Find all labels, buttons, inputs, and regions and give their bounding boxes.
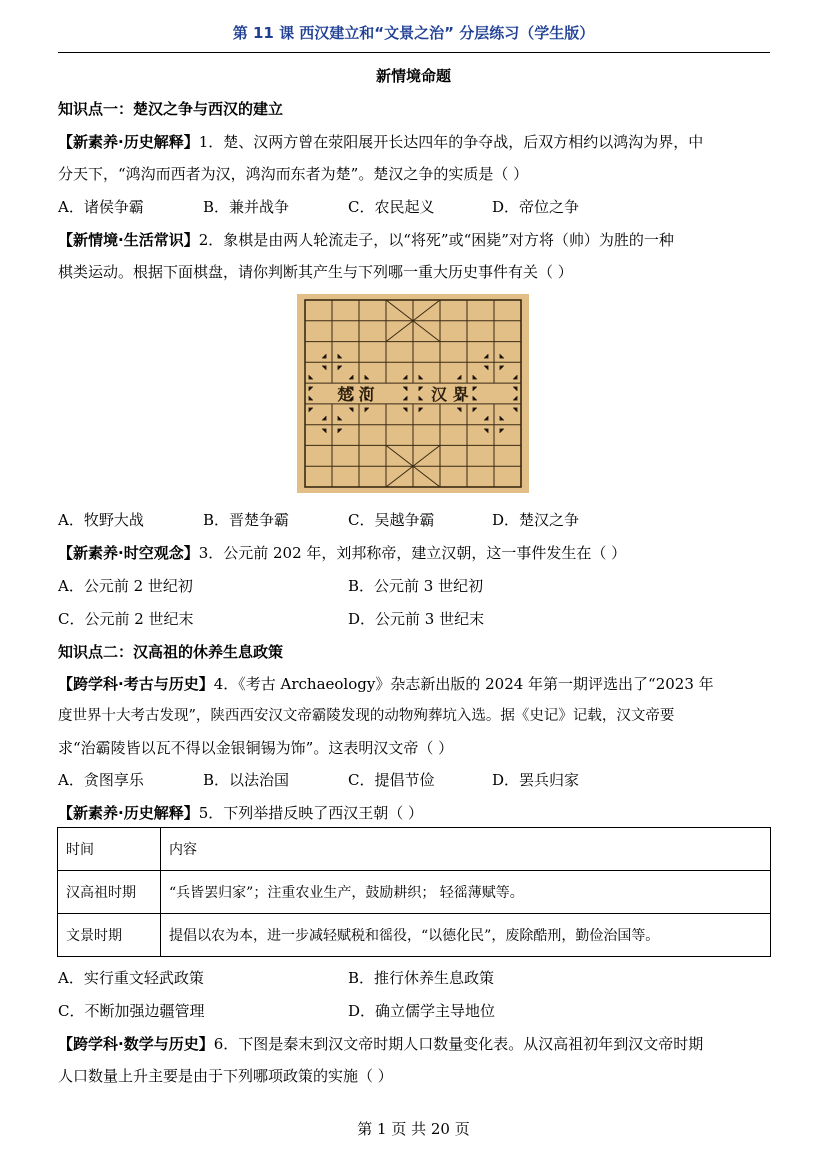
q5-option-d[interactable]: D．确立儒学主导地位 — [348, 1002, 496, 1020]
table-row — [58, 914, 771, 957]
knowledge-point-2: 知识点二：汉高祖的休养生息政策 — [58, 643, 284, 661]
q2-option-d[interactable]: D．楚汉之争 — [492, 511, 580, 529]
q6-tag: 【跨学科·数学与历史】 — [58, 1035, 214, 1053]
table-cell: 文景时期 — [58, 914, 161, 957]
q1-line1 — [58, 132, 703, 152]
q3-text1: 3．公元前 202 年，刘邦称帝，建立汉朝，这一事件发生在（ ） — [198, 544, 627, 562]
table-cell: 提倡以农为本，进一步减轻赋税和徭役，“以德化民”，废除酷刑，勤俭治国等。 — [161, 914, 771, 957]
river-text-chu: 楚 河 — [337, 385, 375, 404]
q4-option-a[interactable]: A．贪图享乐 — [58, 771, 144, 789]
q3-option-b[interactable]: B．公元前 3 世纪初 — [348, 577, 484, 595]
table-header-row — [58, 828, 771, 871]
q1-line2: 分天下，“鸿沟而西者为汉，鸿沟而东者为楚”。楚汉之争的实质是（ ） — [58, 165, 529, 183]
q1-tag: 【新素养·历史解释】 — [58, 133, 199, 151]
header-divider — [58, 52, 770, 53]
q4-tag: 【跨学科·考古与历史】 — [58, 675, 214, 693]
q5-table — [57, 827, 771, 957]
q5-option-b[interactable]: B．推行休养生息政策 — [348, 969, 495, 987]
page-header-title: 第 11 课 西汉建立和“文景之治” 分层练习（学生版） — [232, 24, 595, 42]
q2-option-b[interactable]: B．晋楚争霸 — [203, 511, 290, 529]
q6-line2: 人口数量上升主要是由于下列哪项政策的实施（ ） — [58, 1067, 393, 1085]
q1-option-d[interactable]: D．帝位之争 — [492, 198, 580, 216]
chess-board-image — [297, 294, 529, 493]
q2-text1: 2．象棋是由两人轮流走子，以“将死”或“困毙”对方将（帅）为胜的一种 — [198, 231, 674, 249]
q5-tag: 【新素养·历史解释】 — [58, 804, 199, 822]
q2-tag: 【新情境·生活常识】 — [58, 231, 199, 249]
q2-line2: 棋类运动。根据下面棋盘，请你判断其产生与下列哪一重大历史事件有关（ ） — [58, 263, 573, 281]
q4-line3: 求“治霸陵皆以瓦不得以金银铜锡为饰”。这表明汉文帝（ ） — [58, 739, 454, 757]
knowledge-point-1: 知识点一：楚汉之争与西汉的建立 — [58, 100, 284, 118]
q2-line1 — [58, 230, 674, 250]
q2-option-c[interactable]: C．吴越争霸 — [348, 511, 435, 529]
q3-tag: 【新素养·时空观念】 — [58, 544, 199, 562]
table-header-cell: 内容 — [161, 828, 771, 871]
q5-text1: 5．下列举措反映了西汉王朝（ ） — [198, 804, 424, 822]
q3-option-c[interactable]: C．公元前 2 世纪末 — [58, 610, 194, 628]
q1-text1: 1．楚、汉两方曾在荥阳展开长达四年的争夺战，后双方相约以鸿沟为界，中 — [198, 133, 704, 151]
q1-option-b[interactable]: B．兼并战争 — [203, 198, 290, 216]
table-row — [58, 871, 771, 914]
q3-line1 — [58, 543, 626, 563]
q4-text1: 4．《考古 Archaeology》杂志新出版的 2024 年第一期评选出了“2023 年 — [213, 675, 714, 693]
q6-text1: 6．下图是秦末到汉文帝时期人口数量变化表。从汉高祖初年到汉文帝时期 — [213, 1035, 704, 1053]
q2-option-a[interactable]: A．牧野大战 — [58, 511, 144, 529]
q4-option-d[interactable]: D．罢兵归家 — [492, 771, 580, 789]
page-footer: 第 1 页 共 20 页 — [357, 1120, 470, 1138]
q4-line2: 度世界十大考古发现”，陕西西安汉文帝霸陵发现的动物殉葬坑入选。据《史记》记载，汉文帝要 — [58, 708, 675, 724]
q6-line1 — [58, 1034, 703, 1054]
q1-option-c[interactable]: C．农民起义 — [348, 198, 435, 216]
q1-option-a[interactable]: A．诸侯争霸 — [58, 198, 144, 216]
table-header-cell: 时间 — [58, 828, 161, 871]
river-text-han: 汉 界 — [431, 385, 469, 404]
table-cell: “兵皆罢归家”；注重农业生产，鼓励耕织； 轻徭薄赋等。 — [161, 871, 771, 914]
section-heading: 新情境命题 — [375, 67, 451, 85]
q5-line1 — [58, 803, 423, 823]
q3-option-a[interactable]: A．公元前 2 世纪初 — [58, 577, 193, 595]
q4-option-c[interactable]: C．提倡节俭 — [348, 771, 435, 789]
q4-line1 — [58, 674, 714, 694]
table-cell: 汉高祖时期 — [58, 871, 161, 914]
q5-option-a[interactable]: A．实行重文轻武政策 — [58, 969, 204, 987]
q5-option-c[interactable]: C．不断加强边疆管理 — [58, 1002, 205, 1020]
q4-option-b[interactable]: B．以法治国 — [203, 771, 290, 789]
q3-option-d[interactable]: D．公元前 3 世纪末 — [348, 610, 485, 628]
